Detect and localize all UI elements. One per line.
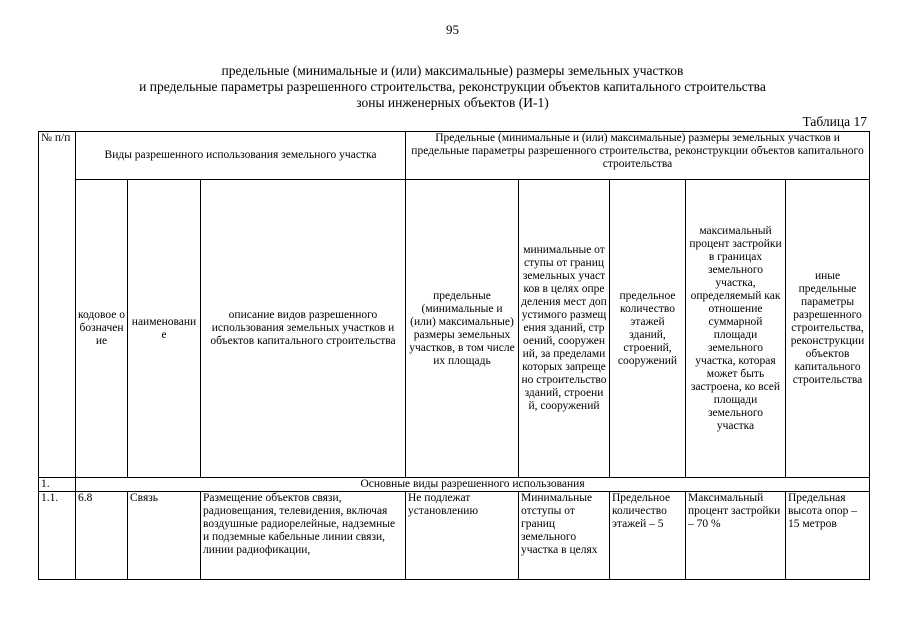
header-num: № п/п: [39, 132, 76, 478]
parameters-table: [38, 131, 870, 580]
row-setbacks: Минимальные отступы от границ земельного участка в целях: [519, 492, 610, 580]
row-num: 1.1.: [39, 492, 76, 580]
header-row-columns: [39, 180, 870, 478]
title-line-3: зоны инженерных объектов (И-1): [356, 95, 549, 110]
header-name: наименование: [128, 180, 201, 478]
table-row: [39, 492, 870, 580]
header-setbacks: минимальные отступы от границ земельных участков в целях определения мест допустимого размещения зданий, строений, сооружений, за пределами которых запрещено строительство зданий, строений, сооружений: [519, 180, 610, 478]
header-code: кодовое обозначение: [76, 180, 128, 478]
header-description: описание видов разрешенного использования земельных участков и объектов капитального строительства: [201, 180, 406, 478]
row-description: Размещение объектов связи, радиовещания, телевидения, включая воздушные радиорелейные, надземные и подземные кабельные линии связи, линии радиофикации,: [201, 492, 406, 580]
table-label: Таблица 17: [802, 114, 867, 129]
row-other: Предельная высота опор – 15 метров: [786, 492, 870, 580]
title-line-1: предельные (минимальные и (или) максимальные) размеры земельных участков: [221, 63, 684, 78]
title-line-2: и предельные параметры разрешенного строительства, реконструкции объектов капитального строительства: [139, 79, 766, 94]
row-floors: Предельное количество этажей – 5: [610, 492, 686, 580]
section-num: 1.: [39, 478, 76, 492]
header-group-uses: Виды разрешенного использования земельного участка: [76, 132, 406, 180]
header-coverage: максимальный процент застройки в границах земельного участка, определяемый как отношение суммарной площади земельного участка, которая может быть застроена, ко всей площади земельного участка: [686, 180, 786, 478]
page-number: 95: [446, 22, 459, 37]
header-row-groups: [39, 132, 870, 180]
document-title: [0, 63, 905, 111]
section-title: Основные виды разрешенного использования: [76, 478, 870, 492]
row-name: Связь: [128, 492, 201, 580]
header-group-params: Предельные (минимальные и (или) максимальные) размеры земельных участков и предельные параметры разрешенного строительства, реконструкции объектов капитального строительства: [406, 132, 870, 180]
row-code: 6.8: [76, 492, 128, 580]
header-plot-size: предельные (минимальные и (или) максимальные) размеры земельных участков, в том числе их площадь: [406, 180, 519, 478]
header-floors: предельное количество этажей зданий, строений, сооружений: [610, 180, 686, 478]
row-coverage: Максимальный процент застройки – 70 %: [686, 492, 786, 580]
header-other: иные предельные параметры разрешенного строительства, реконструкции объектов капитального строительства: [786, 180, 870, 478]
row-plot-size: Не подлежат установлению: [406, 492, 519, 580]
section-row: [39, 478, 870, 492]
